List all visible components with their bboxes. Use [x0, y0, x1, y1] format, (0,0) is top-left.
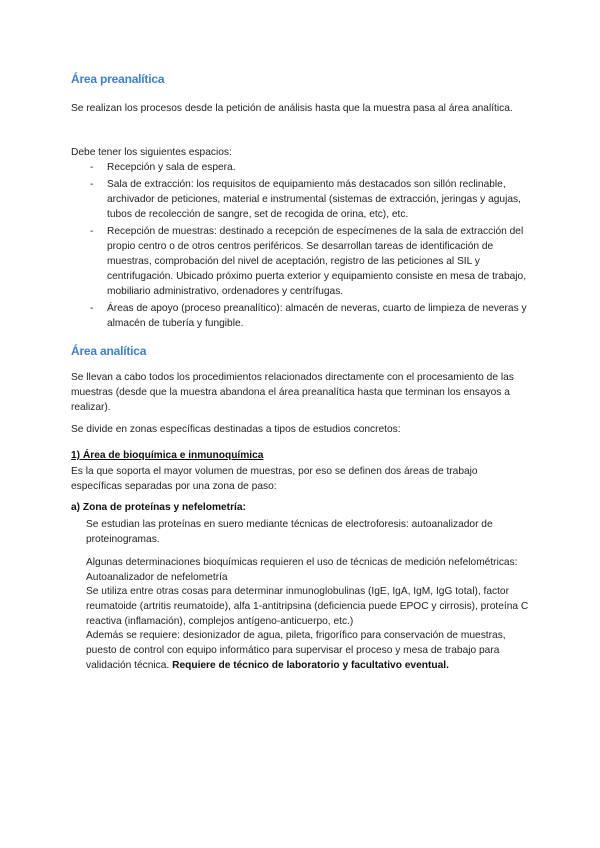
list-item: - Recepción y sala de espera.: [90, 162, 236, 173]
analitica-intro: Se llevan a cabo todos los procedimientos relacionados directamente con el procesamiento de las muestras (desde que la muestra abandona el área preanalítica hasta que terminan los ensayos a realizar).: [71, 372, 514, 413]
zone-proteinas-text-3: Se utiliza entre otras cosas para determinar inmunoglobulinas (IgE, IgA, IgM, IgG total), factor reumatoide (artritis reumatoide), alfa 1-antitripsina (deficiencia puede EPOC y cirrosis), proteína C reactiva (inflamación), complejos antígeno-anticuerpo, etc.): [86, 586, 529, 627]
zone-proteinas-text-2: Algunas determinaciones bioquímicas requieren el uso de técnicas de medición nefelométricas: Autoanalizador de nefelometría: [86, 557, 518, 583]
zone-proteinas-text-4: Además se requiere: desionizador de agua, pileta, frigorífico para conservación de muestras, puesto de control con equipo informático para supervisar el proceso y mesa de trabajo para validación técnica. Requiere de técnico de laboratorio y facultativo eventual.: [86, 630, 506, 671]
bullet-dash: -: [90, 162, 94, 173]
bioquimica-text: Es la que soporta el mayor volumen de muestras, por eso se definen dos áreas de trabajo específicas separadas por una zona de paso:: [71, 466, 478, 492]
section-title-analitica: Área analítica: [71, 344, 147, 358]
bullet-dash: -: [90, 226, 94, 237]
list-item: - Recepción de muestras: destinado a recepción de especímenes de la sala de extracción del propio centro o de otros centros periféricos. Se desarrollan tareas de identificación de muestras, comprobación del nivel de aceptación, registro de las peticiones al SIL y centrifugación. Ubicado próximo puerta exterior y equipamiento consiste en mesa de trabajo, mobiliario administrativo, ordenadores y centrífugas.: [90, 226, 527, 297]
list-item: - Sala de extracción: los requisitos de equipamiento más destacados son sillón reclinable, archivador de peticiones, material e instrumental (sistemas de extracción, jeringas y agujas, tubos de recolección de sangre, set de recogida de orina, etc), etc.: [90, 179, 521, 220]
subsection-title-bioquimica: 1) Área de bioquímica e inmunoquímica: [71, 450, 264, 461]
bullet-dash: -: [90, 303, 94, 314]
zone-title-proteinas: a) Zona de proteínas y nefelometría:: [71, 502, 246, 513]
requirement-note: Requiere de técnico de laboratorio y facultativo eventual.: [172, 660, 449, 671]
bullet-dash: -: [90, 179, 94, 190]
analitica-lead: Se divide en zonas específicas destinadas a tipos de estudios concretos:: [71, 424, 401, 435]
zone-proteinas-text-1: Se estudian las proteínas en suero mediante técnicas de electroforesis: autoanalizador de proteinogramas.: [86, 519, 493, 545]
preanalitica-intro: Se realizan los procesos desde la petición de análisis hasta que la muestra pasa al área analítica.: [71, 103, 513, 114]
preanalitica-spaces-list: [90, 160, 531, 333]
section-title-preanalitica: Área preanalítica: [71, 72, 165, 86]
list-item: - Áreas de apoyo (proceso preanalítico): almacén de neveras, cuarto de limpieza de neveras y almacén de tubería y fungible.: [90, 303, 527, 329]
preanalitica-lead: Debe tener los siguientes espacios:: [71, 147, 232, 158]
